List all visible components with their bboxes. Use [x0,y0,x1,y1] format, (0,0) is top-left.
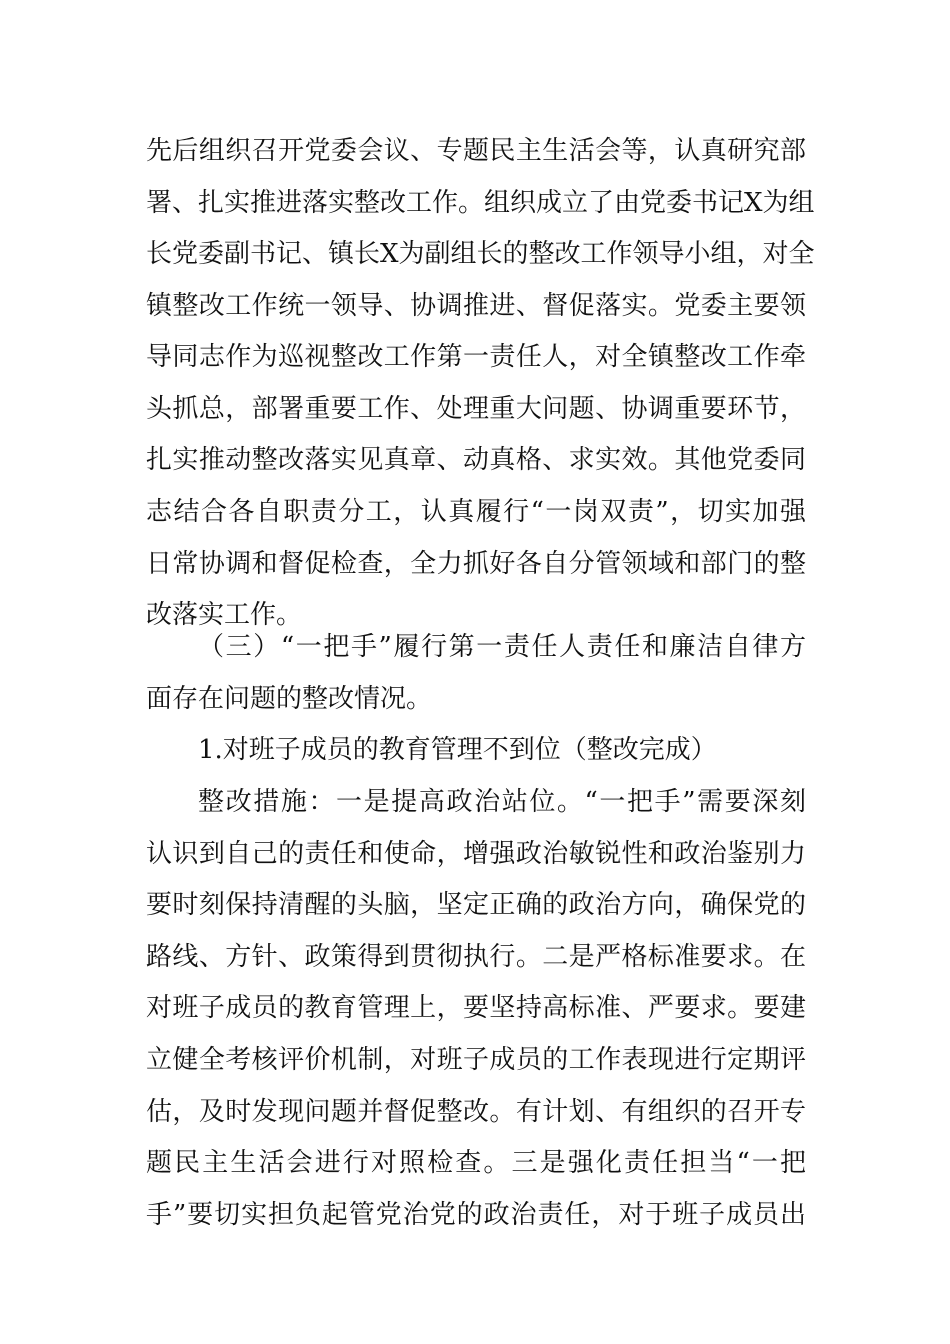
text-line: 对班子成员的教育管理上，要坚持高标准、严要求。要建 [146,993,806,1023]
text-line: 长党委副书记、镇长X为副组长的整改工作领导小组，对全 [146,239,815,269]
subsection-heading: 1.对班子成员的教育管理不到位（整改完成） [198,735,717,765]
text-line: 扎实推动整改落实见真章、动真格、求实效。其他党委同 [146,445,806,475]
section-heading: （三）“一把手”履行第一责任人责任和廉洁自律方 [198,632,806,662]
text-line: 导同志作为巡视整改工作第一责任人，对全镇整改工作牵 [146,342,806,372]
text-line: 日常协调和督促检查，全力抓好各自分管领域和部门的整 [146,549,806,579]
text-line: 题民主生活会进行对照检查。三是强化责任担当“一把 [146,1148,806,1178]
text-line: 认识到自己的责任和使命，增强政治敏锐性和政治鉴别力 [146,839,806,869]
text-line: 头抓总，部署重要工作、处理重大问题、协调重要环节， [146,394,806,424]
text-line: 整改措施：一是提高政治站位。“一把手”需要深刻 [198,787,806,817]
section-heading-continued: 面存在问题的整改情况。 [146,684,433,714]
text-line: 估，及时发现问题并督促整改。有计划、有组织的召开专 [146,1097,806,1127]
text-line: 先后组织召开党委会议、专题民主生活会等，认真研究部 [146,136,806,166]
text-line: 镇整改工作统一领导、协调推进、督促落实。党委主要领 [146,291,806,321]
text-line: 立健全考核评价机制，对班子成员的工作表现进行定期评 [146,1045,806,1075]
text-line: 署、扎实推进落实整改工作。组织成立了由党委书记X为组 [146,188,815,218]
text-line: 路线、方针、政策得到贯彻执行。二是严格标准要求。在 [146,942,806,972]
text-line: 手”要切实担负起管党治党的政治责任，对于班子成员出 [146,1200,806,1230]
text-line: 志结合各自职责分工，认真履行“一岗双责”，切实加强 [146,497,806,527]
text-line: 改落实工作。 [146,600,303,630]
text-line: 要时刻保持清醒的头脑，坚定正确的政治方向，确保党的 [146,890,806,920]
